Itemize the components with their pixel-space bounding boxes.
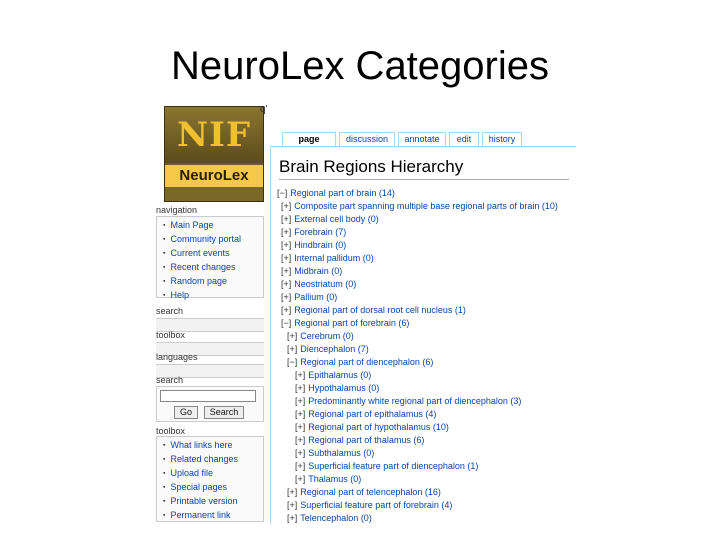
tree-category-link[interactable]: Neostriatum (0) [294,279,357,289]
tree-row [295,421,449,433]
tree-category-link[interactable]: External cell body (0) [294,214,379,224]
logo-neurolex-text: NeuroLex [179,167,249,184]
tree-category-link[interactable]: Hypothalamus (0) [308,383,380,393]
nav-link-recent-changes[interactable]: ▪ Recent changes [163,261,263,275]
expand-toggle[interactable]: [+] [295,448,306,458]
tree-row [295,434,424,446]
collapse-toggle[interactable]: [−] [281,318,292,328]
toolbox-heading-1[interactable]: toolbox [156,330,186,340]
tree-row [287,512,372,524]
page-title: Brain Regions Hierarchy [279,157,464,176]
tree-row [281,304,466,316]
tree-row [281,291,337,303]
expand-toggle[interactable]: [+] [281,253,292,263]
tree-category-link[interactable]: Regional part of dorsal root cell nucleus (1) [294,305,466,315]
languages-heading[interactable]: languages [156,352,198,362]
expand-toggle[interactable]: [+] [281,292,292,302]
tree-row [295,473,361,485]
toolbox-link-related-changes[interactable]: ▪ Related changes [163,453,263,467]
caret-text: q' [260,104,268,115]
tree-row [281,200,558,212]
tree-category-link[interactable]: Superficial feature part of diencephalon (1) [308,461,479,471]
expand-toggle[interactable]: [+] [295,422,306,432]
tab-discussion[interactable]: discussion [339,132,395,146]
search-button[interactable]: Search [204,406,244,419]
toolbox-link-what-links-here[interactable]: ▪ What links here [163,439,263,453]
tree-row [295,447,374,459]
nav-link-random-page[interactable]: ▪ Random page [163,275,263,289]
tree-category-link[interactable]: Regional part of forebrain (6) [294,318,410,328]
tree-row [287,330,354,342]
expand-toggle[interactable]: [+] [281,305,292,315]
nif-neurolex-logo[interactable] [164,106,264,202]
tree-row [281,278,356,290]
expand-toggle[interactable]: [+] [281,214,292,224]
navigation-heading: navigation [156,205,198,215]
expand-toggle[interactable]: [+] [281,227,292,237]
tree-category-link[interactable]: Regional part of diencephalon (6) [300,357,434,367]
tree-row [287,486,441,498]
tree-category-link[interactable]: Telencephalon (0) [300,513,372,523]
expand-toggle[interactable]: [+] [295,474,306,484]
expand-toggle[interactable]: [+] [287,487,298,497]
tab-history[interactable]: history [482,132,522,146]
tree-row [295,382,379,394]
toolbox-link-special-pages[interactable]: ▪ Special pages [163,481,263,495]
tree-row [281,252,374,264]
expand-toggle[interactable]: [+] [295,461,306,471]
tree-row [281,265,342,277]
nav-link-community-portal[interactable]: ▪ Community portal [163,233,263,247]
expand-toggle[interactable]: [+] [287,513,298,523]
expand-toggle[interactable]: [+] [287,344,298,354]
navigation-list [157,217,263,305]
tree-category-link[interactable]: Regional part of telencephalon (16) [300,487,441,497]
tab-annotate[interactable]: annotate [398,132,446,146]
search-heading: search [156,375,184,385]
main-area [268,104,576,524]
toolbox-heading: toolbox [156,426,186,436]
expand-toggle[interactable]: [+] [281,201,292,211]
content-panel [270,146,576,524]
tree-category-link[interactable]: Midbrain (0) [294,266,343,276]
logo-nif-text: NIF [176,115,252,155]
expand-toggle[interactable]: [+] [295,396,306,406]
expand-toggle[interactable]: [+] [281,240,292,250]
tree-row [281,213,379,225]
expand-toggle[interactable]: [+] [295,409,306,419]
search-input[interactable] [160,390,256,402]
tree-category-link[interactable]: Epithalamus (0) [308,370,372,380]
tree-row [287,343,369,355]
tab-page[interactable]: page [282,132,336,146]
tree-category-link[interactable]: Predominantly white regional part of diencephalon (3) [308,396,522,406]
expand-toggle[interactable]: [+] [295,370,306,380]
tree-category-link[interactable]: Forebrain (7) [294,227,347,237]
tree-row [295,460,478,472]
expand-toggle[interactable]: [+] [281,266,292,276]
tree-category-link[interactable]: Internal pallidum (0) [294,253,374,263]
toolbox-link-permanent-link[interactable]: ▪ Permanent link [163,509,263,523]
tree-category-link[interactable]: Hindbrain (0) [294,240,347,250]
tree-row [287,356,433,368]
tree-row [281,317,409,329]
wiki-screenshot [152,104,576,524]
expand-toggle[interactable]: [+] [295,383,306,393]
tree-category-link[interactable]: Superficial feature part of forebrain (4) [300,500,453,510]
tree-row [277,187,395,199]
tree-row [281,226,346,238]
toolbox-link-upload-file[interactable]: ▪ Upload file [163,467,263,481]
tree-category-link[interactable]: Composite part spanning multiple base regional parts of brain (10) [294,201,558,211]
tree-row [287,499,452,511]
tree-row [295,395,521,407]
nav-link-current-events[interactable]: ▪ Current events [163,247,263,261]
tree-category-link[interactable]: Regional part of epithalamus (4) [308,409,437,419]
tree-category-link[interactable]: Subthalamus (0) [308,448,375,458]
toolbox-list [157,437,263,524]
tree-row [295,369,371,381]
tab-edit[interactable]: edit [449,132,479,146]
search-top-heading: search [156,306,184,316]
expand-toggle[interactable]: [+] [287,331,298,341]
nav-link-help[interactable]: ▪ Help [163,289,263,303]
title-divider [279,179,569,180]
toolbox-box [156,436,264,522]
slide-title: NeuroLex Categories [171,44,549,88]
navigation-box [156,216,264,298]
expand-toggle[interactable]: [+] [281,279,292,289]
tree-category-link[interactable]: Pallium (0) [294,292,338,302]
tree-category-link[interactable]: Diencephalon (7) [300,344,369,354]
nav-link-main-page[interactable]: ▪ Main Page [163,219,263,233]
expand-toggle[interactable]: [+] [287,500,298,510]
expand-toggle[interactable]: [+] [295,435,306,445]
tree-row [281,239,346,251]
tree-category-link[interactable]: Regional part of thalamus (6) [308,435,425,445]
collapse-toggle[interactable]: [−] [287,357,298,367]
tree-category-link[interactable]: Regional part of brain (14) [290,188,395,198]
tree-category-link[interactable]: Cerebrum (0) [300,331,354,341]
tree-category-link[interactable]: Thalamus (0) [308,474,362,484]
tree-row [295,408,436,420]
go-button[interactable]: Go [174,406,198,419]
collapse-toggle[interactable]: [−] [277,188,288,198]
toolbox-link-printable-version[interactable]: ▪ Printable version [163,495,263,509]
tree-category-link[interactable]: Regional part of hypothalamus (10) [308,422,449,432]
